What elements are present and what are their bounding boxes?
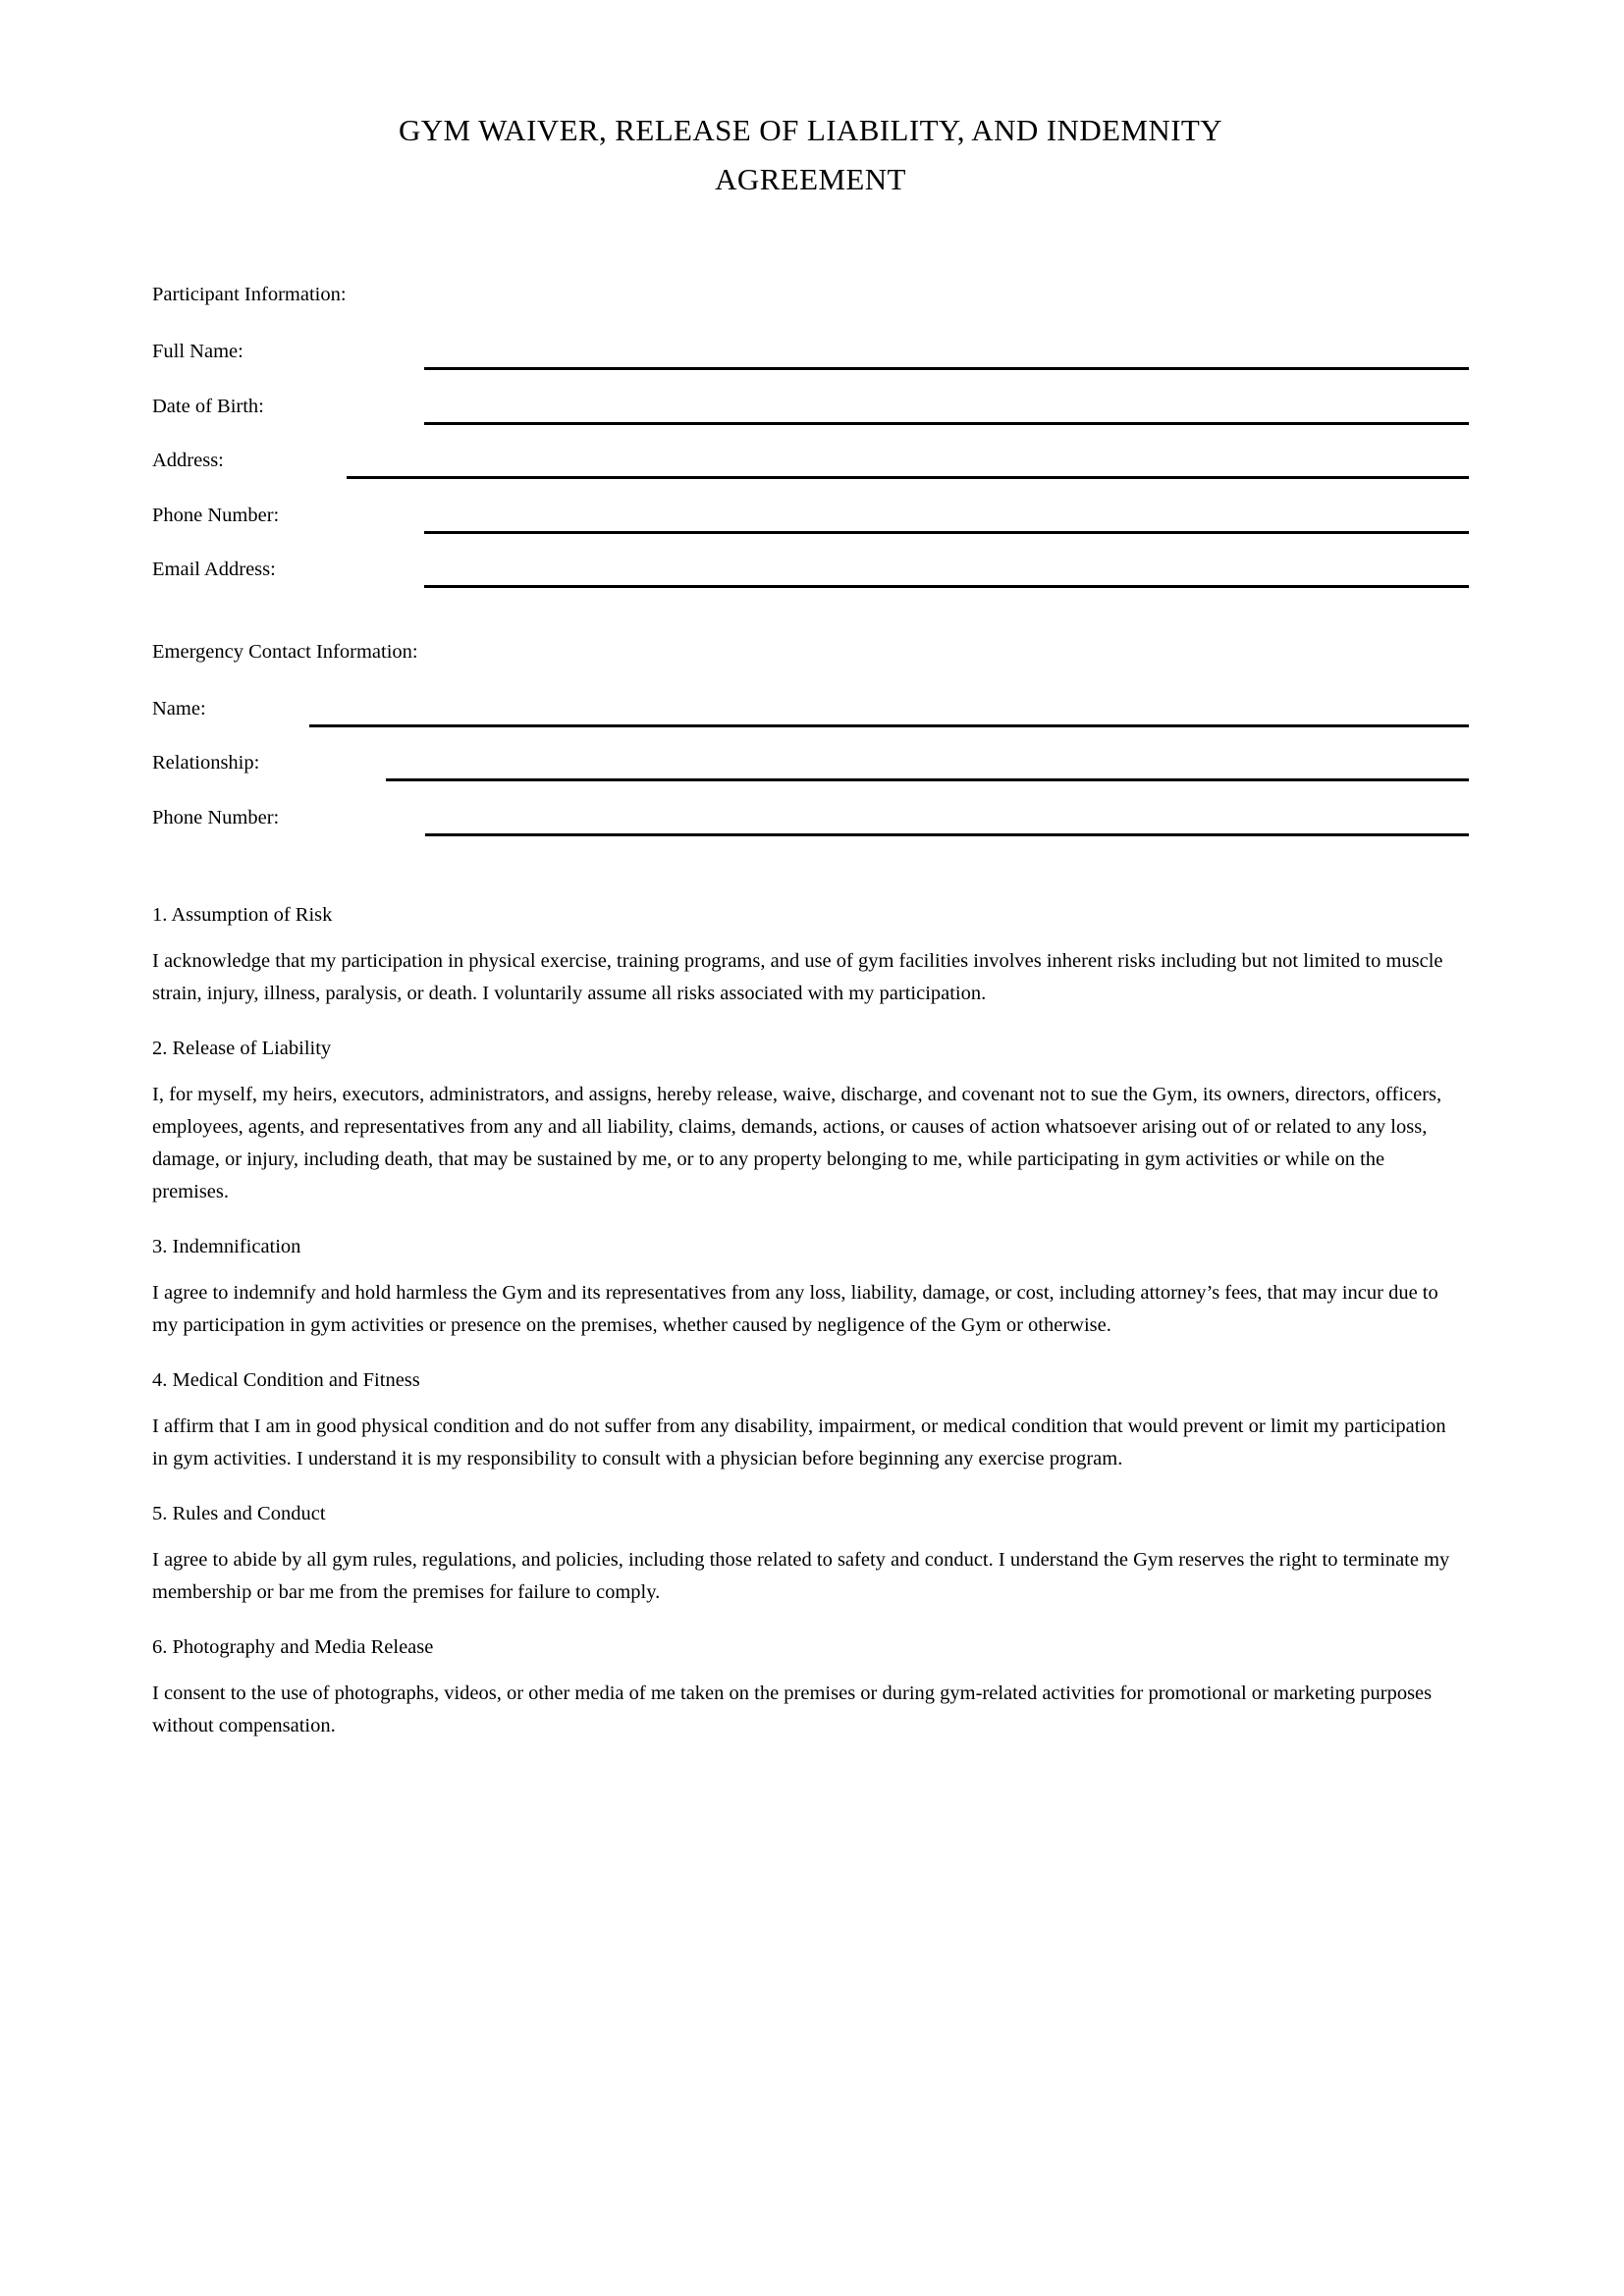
clause-body: I affirm that I am in good physical condition and do not suffer from any disability, impairment, or medical condition that would prevent or limit my participation in gym activities. I understand it is my responsibility to consult with a physician before beginning any exercise program. — [152, 1415, 1446, 1469]
clause-heading: 2. Release of Liability — [152, 1038, 332, 1059]
clause-body: I agree to indemnify and hold harmless the Gym and its representatives from any loss, liability, damage, or cost, including attorney’s fees, that may incur due to my participation in gym activities or presence on the premises, whether caused by negligence of the Gym or otherwise. — [152, 1282, 1438, 1336]
clause-heading: 6. Photography and Media Release — [152, 1636, 434, 1658]
full-name-label: Full Name: — [152, 341, 244, 362]
clause-body: I acknowledge that my participation in physical exercise, training programs, and use of gym facilities involves inherent risks including but not limited to muscle strain, injury, illness, paralysis, or death. I voluntarily assume all risks associated with my participation. — [152, 950, 1443, 1004]
page-title-line-2: AGREEMENT — [715, 162, 906, 196]
emergency-relationship-label: Relationship: — [152, 752, 260, 774]
emergency-phone-number-input-line[interactable] — [425, 833, 1469, 836]
field-row-phone-number — [152, 502, 1469, 557]
clause-photography-and-media-release — [152, 1633, 1469, 1742]
clause-rules-and-conduct — [152, 1500, 1469, 1609]
field-row-emergency-relationship — [152, 749, 1469, 804]
field-row-emergency-phone-number — [152, 804, 1469, 859]
emergency-contact-section — [152, 638, 1469, 859]
clause-indemnification — [152, 1233, 1469, 1342]
clause-heading: 5. Rules and Conduct — [152, 1503, 326, 1524]
clause-body: I agree to abide by all gym rules, regulations, and policies, including those related to safety and conduct. I understand the Gym reserves the right to terminate my membership or bar me from the premises for failure to comply. — [152, 1549, 1450, 1603]
full-name-input-line[interactable] — [424, 367, 1469, 370]
participant-information-heading: Participant Information: — [152, 284, 347, 305]
clause-assumption-of-risk — [152, 901, 1469, 1010]
phone-number-input-line[interactable] — [424, 531, 1469, 534]
emergency-phone-number-label: Phone Number: — [152, 806, 280, 828]
phone-number-label: Phone Number: — [152, 504, 280, 526]
field-row-full-name — [152, 338, 1469, 393]
section-spacer — [152, 611, 1469, 638]
address-label: Address: — [152, 450, 224, 471]
clause-body: I consent to the use of photographs, videos, or other media of me taken on the premises or during gym-related activities for promotional or marketing purposes without compensation. — [152, 1682, 1433, 1736]
date-of-birth-input-line[interactable] — [424, 422, 1469, 425]
emergency-contact-heading: Emergency Contact Information: — [152, 640, 418, 663]
date-of-birth-label: Date of Birth: — [152, 395, 264, 417]
emergency-name-input-line[interactable] — [309, 724, 1469, 727]
address-input-line[interactable] — [347, 476, 1469, 479]
clause-body: I, for myself, my heirs, executors, administrators, and assigns, hereby release, waive, discharge, and covenant not to sue the Gym, its owners, directors, officers, employees, agents, and representatives from any and all liability, claims, demands, actions, or causes of action whatsoever arising out of or related to any loss, damage, or injury, including death, that may be sustained by me, or to any property belonging to me, while participating in gym activities or while on the premises. — [152, 1084, 1442, 1202]
clause-heading: 3. Indemnification — [152, 1236, 301, 1257]
clause-heading: 4. Medical Condition and Fitness — [152, 1369, 420, 1391]
field-row-email-address — [152, 556, 1469, 611]
email-address-label: Email Address: — [152, 559, 276, 580]
document-content — [152, 281, 1469, 1767]
page-title — [152, 106, 1469, 204]
page-title-line-1: GYM WAIVER, RELEASE OF LIABILITY, AND INDEMNITY — [398, 113, 1223, 147]
email-address-input-line[interactable] — [424, 585, 1469, 588]
field-row-address — [152, 447, 1469, 502]
emergency-relationship-input-line[interactable] — [386, 778, 1469, 781]
clauses-list — [152, 901, 1469, 1742]
field-row-emergency-name — [152, 695, 1469, 750]
clause-release-of-liability — [152, 1035, 1469, 1208]
clause-medical-condition-and-fitness — [152, 1366, 1469, 1475]
field-row-date-of-birth — [152, 393, 1469, 448]
participant-information-section — [152, 281, 1469, 611]
emergency-name-label: Name: — [152, 697, 206, 720]
clause-heading: 1. Assumption of Risk — [152, 904, 333, 926]
